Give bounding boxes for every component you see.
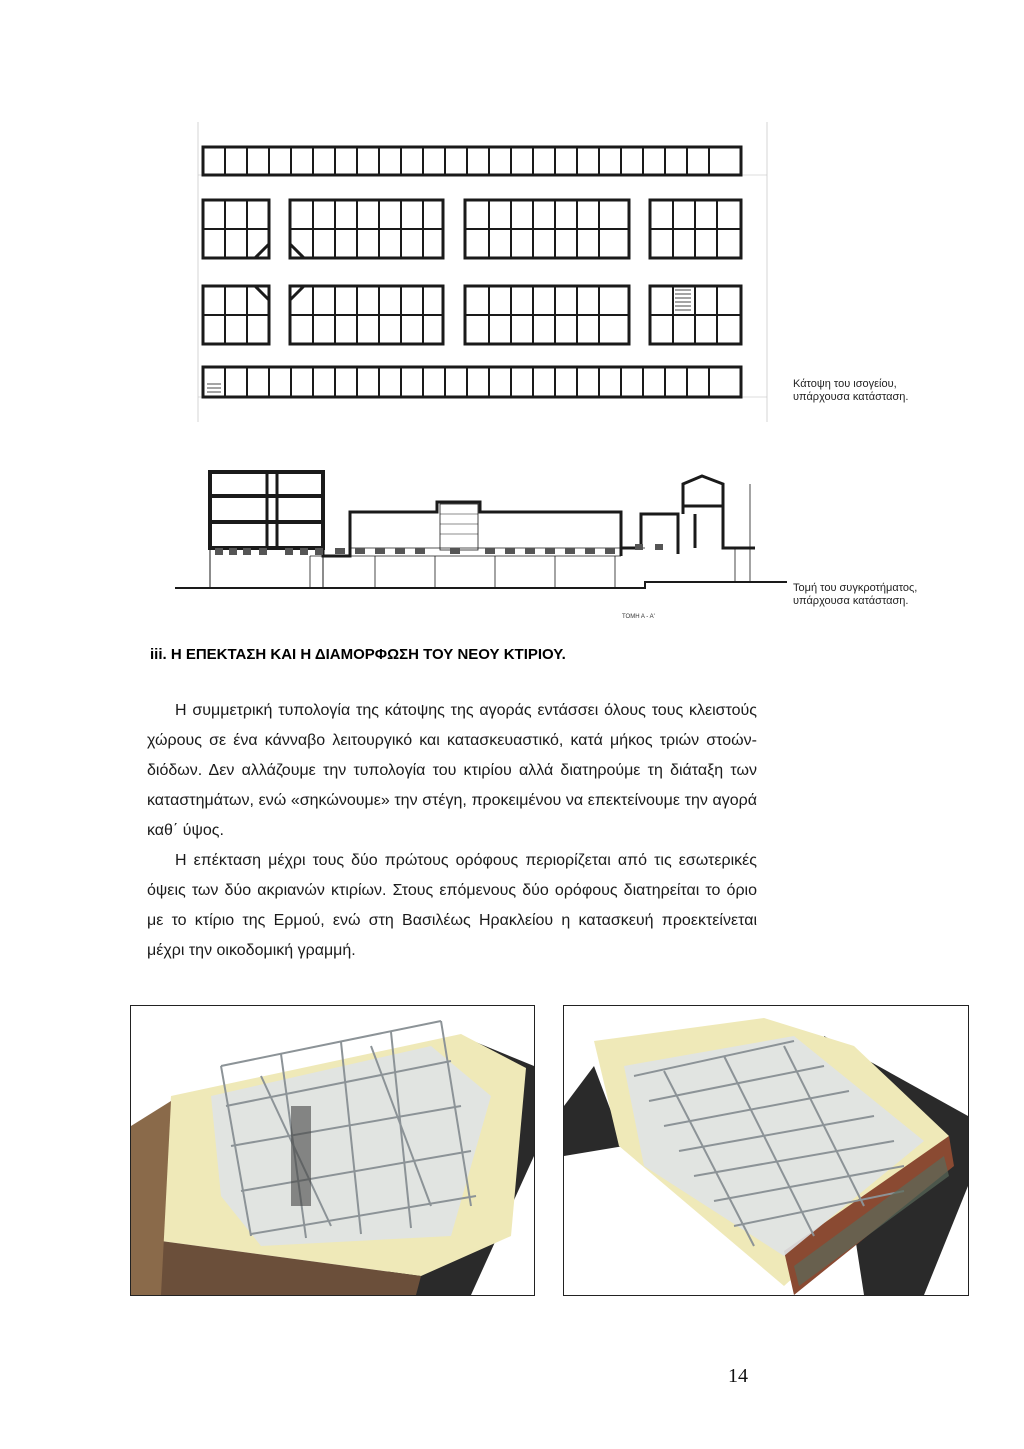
section-caption-line-2: υπάρχουσα κατάσταση. bbox=[793, 595, 909, 607]
paragraph-1: Η συμμετρική τυπολογία της κάτοψης της αγοράς εντάσσει όλους τους κλειστούς χώρους σε ένα κάνναβο λειτουργικό και κατασκευαστικό, κατά μήκος τριών στοών-διόδων. Δεν αλλάζουμε την τυπολογία του κτιρίου αλλά διατηρούμε τη διάταξη των καταστημάτων, ενώ «σηκώνουμε» την στέγη, προκειμένου να επεκτείνουμε την αγορά καθ΄ ύψος. bbox=[147, 702, 757, 839]
render-right-image bbox=[564, 1006, 968, 1295]
plan-caption bbox=[793, 378, 908, 404]
paragraph-2: Η επέκταση μέχρι τους δύο πρώτους ορόφους περιορίζεται από τις εσωτερικές όψεις των δύο ακριανών κτιρίων. Στους επόμενους δύο ορόφους διατηρείται το όριο με το κτίριο της Ερμού, ενώ στη Βασιλέως Ηρακλείου η κατασκευή προεκτείνεται μέχρι την οικοδομική γραμμή. bbox=[147, 852, 757, 959]
render-right bbox=[563, 1005, 969, 1296]
page-number: 14 bbox=[728, 1365, 748, 1387]
section-drawing-label: ΤΟΜΗ Α - Α' bbox=[622, 614, 655, 620]
plan-caption-line-1: Κάτοψη του ισογείου, bbox=[793, 378, 897, 390]
ground-floor-plan bbox=[195, 122, 770, 427]
complex-section-drawing bbox=[175, 436, 787, 636]
plan-caption-line-2: υπάρχουσα κατάσταση. bbox=[793, 391, 909, 403]
section-heading: iii. Η ΕΠΕΚΤΑΣΗ ΚΑΙ Η ΔΙΑΜΟΡΦΩΣΗ ΤΟΥ ΝΕΟΥ ΚΤΙΡΙΟΥ. bbox=[150, 646, 566, 663]
section-caption-line-1: Τομή του συγκροτήματος, bbox=[793, 582, 918, 594]
render-left bbox=[130, 1005, 535, 1296]
render-left-image bbox=[131, 1006, 534, 1295]
section-caption bbox=[793, 582, 917, 608]
